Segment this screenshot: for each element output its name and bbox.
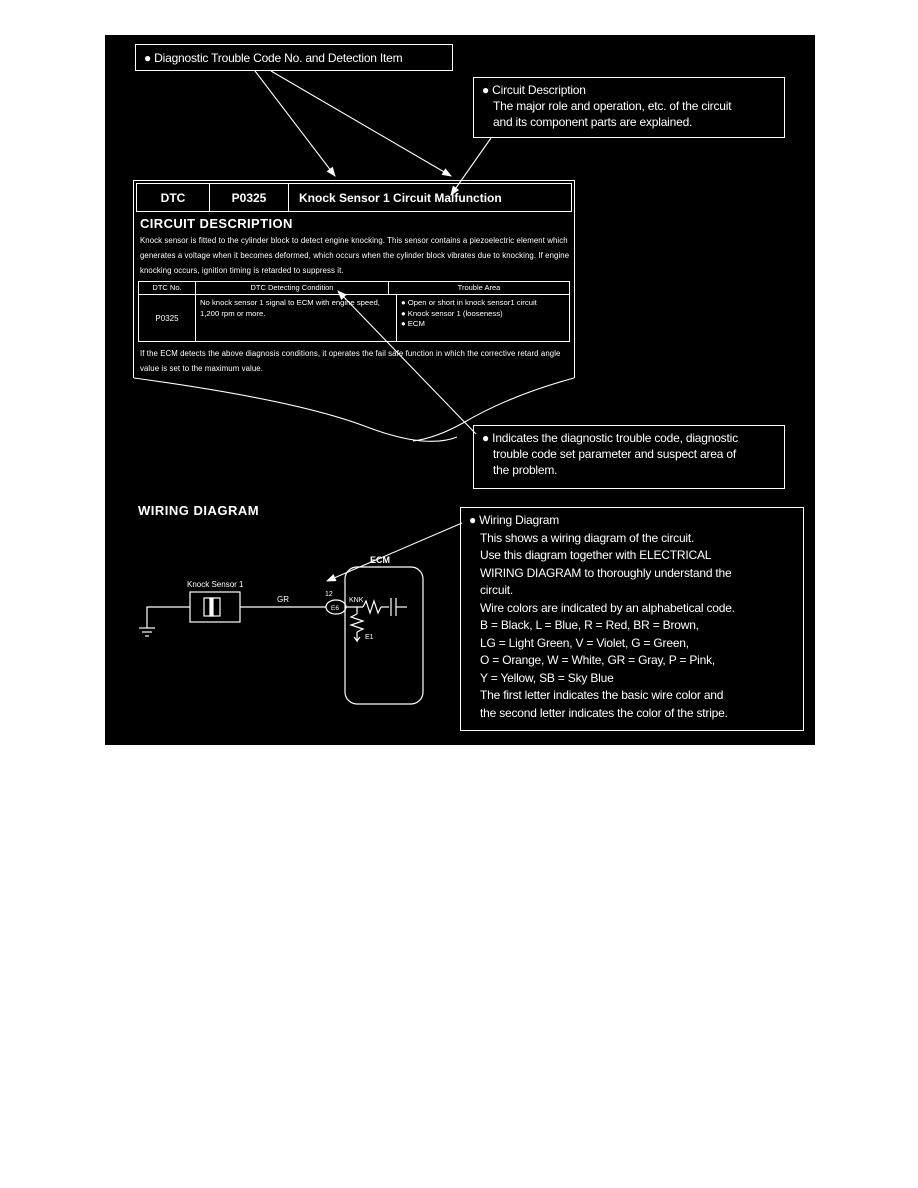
callout-wiring-line: the second letter indicates the color of the stripe. [480, 705, 728, 720]
description-line: generates a voltage when it becomes deformed, which occurs when the cylinder block vibrates due to knocking. If engine [140, 251, 570, 260]
arrow-down-icon [354, 632, 360, 641]
callout-indicates [473, 425, 785, 489]
description-line: Knock sensor is fitted to the cylinder block to detect engine knocking. This sensor contains a piezoelectric element which [140, 236, 568, 245]
dtc-title: Knock Sensor 1 Circuit Malfunction [299, 190, 502, 205]
col-header-dtc-no: DTC No. [139, 282, 196, 294]
callout-dtc-item-label: ● Diagnostic Trouble Code No. and Detection Item [144, 50, 403, 65]
terminal-label: KNK [349, 597, 364, 604]
wiring-schematic [125, 540, 455, 730]
resistor-vertical-icon [351, 614, 363, 632]
col-header-trouble-area: Trouble Area [457, 283, 501, 292]
callout-wiring-line: This shows a wiring diagram of the circuit. [480, 530, 695, 545]
callout-dtc-item [135, 44, 453, 71]
circuit-description-text [140, 233, 570, 278]
dtc-code: P0325 [210, 184, 289, 211]
callout-indicates-line: the problem. [493, 463, 558, 477]
cell-condition: No knock sensor 1 signal to ECM with engine speed, 1,200 rpm or more. [196, 295, 397, 341]
table-header-row [139, 282, 569, 295]
arrow-dtc-to-title [271, 71, 451, 176]
trouble-area-item: ● Open or short in knock sensor1 circuit [401, 298, 537, 307]
callout-circuit-description-line: and its component parts are explained. [493, 115, 693, 129]
ecm-label: ECM [370, 555, 390, 565]
scanned-panel [105, 35, 815, 745]
callout-wiring-line: circuit. [480, 583, 514, 597]
knock-sensor-box [190, 592, 240, 622]
dtc-detecting-table [138, 281, 570, 342]
callout-wiring-line: LG = Light Green, V = Violet, G = Green, [480, 635, 689, 650]
circuit-description-heading: CIRCUIT DESCRIPTION [140, 216, 293, 231]
torn-edge-left [134, 378, 457, 441]
callout-circuit-description [473, 77, 785, 138]
cell-dtc-no: P0325 [139, 295, 196, 341]
callout-circuit-description-line: The major role and operation, etc. of the circuit [493, 99, 732, 113]
trouble-area-item: ● Knock sensor 1 (looseness) [401, 308, 503, 318]
callout-wiring-diagram [460, 507, 804, 731]
fail-safe-line: If the ECM detects the above diagnosis conditions, it operates the fail safe function in which the corrective retard angle [140, 349, 561, 358]
cell-trouble-area [397, 295, 569, 341]
knock-sensor-piezo-bar [210, 598, 213, 616]
dtc-label: DTC [137, 184, 210, 211]
callout-wiring-line: Wire colors are indicated by an alphabetical code. [480, 600, 735, 615]
callout-circuit-description-title: ● Circuit Description [482, 83, 586, 97]
callout-wiring-line: B = Black, L = Blue, R = Red, BR = Brown, [480, 618, 699, 632]
callout-wiring-title: ● Wiring Diagram [469, 513, 560, 527]
callout-wiring-line: WIRING DIAGRAM to thoroughly understand the [480, 565, 732, 580]
wiring-diagram-heading: WIRING DIAGRAM [138, 503, 260, 518]
fail-safe-note [140, 346, 570, 376]
col-header-condition: DTC Detecting Condition [196, 282, 389, 294]
wire-color-label: GR [277, 595, 289, 604]
description-line: knocking occurs, ignition timing is retarded to suppress it. [140, 266, 344, 275]
dtc-page-sample [133, 180, 575, 378]
connector-label: E6 [331, 605, 339, 612]
knock-sensor-label: Knock Sensor 1 [187, 580, 244, 589]
callout-wiring-line: O = Orange, W = White, GR = Gray, P = Pink, [480, 653, 716, 667]
sensor-ground-lead [147, 607, 190, 628]
table-row [139, 295, 569, 341]
fail-safe-line: value is set to the maximum value. [140, 364, 264, 373]
callout-indicates-line: ● Indicates the diagnostic trouble code, diagnostic [482, 431, 738, 445]
callout-wiring-line: The first letter indicates the basic wire color and [480, 688, 724, 702]
callout-wiring-line: Use this diagram together with ELECTRICAL [480, 548, 712, 562]
ground-terminal-label: E1 [365, 634, 374, 641]
arrow-dtc-to-code [255, 71, 335, 176]
callout-wiring-line: Y = Yellow, SB = Sky Blue [480, 670, 614, 685]
pin-number-label: 12 [325, 591, 333, 598]
dtc-header-row [136, 183, 572, 212]
trouble-area-item: ● ECM [401, 319, 425, 328]
resistor-icon [363, 601, 381, 613]
callout-indicates-line: trouble code set parameter and suspect area of [493, 447, 736, 461]
